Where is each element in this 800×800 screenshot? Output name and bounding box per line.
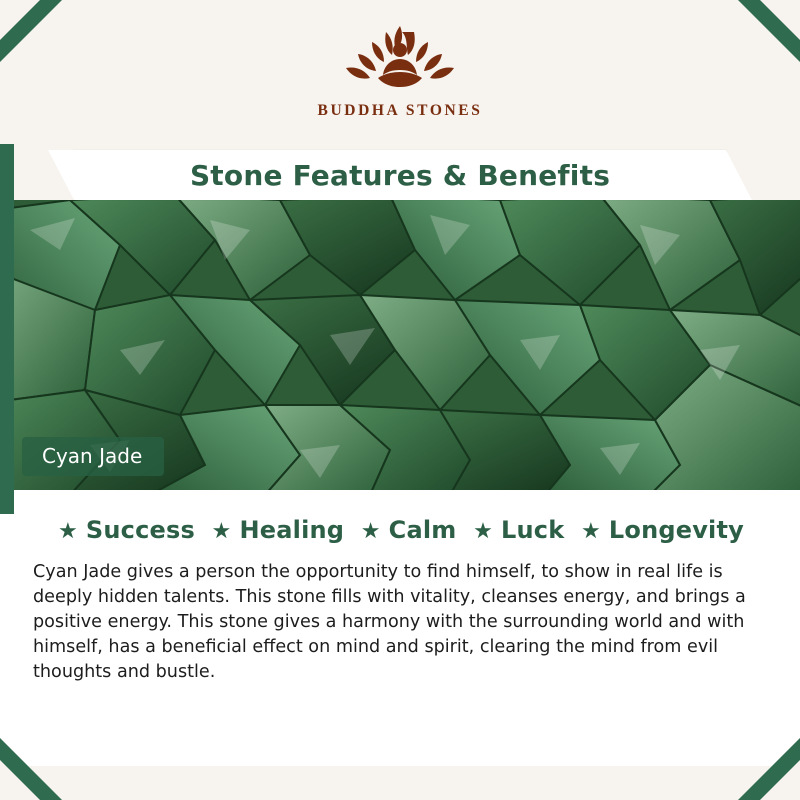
brand-header: [0, 0, 800, 144]
star-icon: ★: [57, 519, 78, 544]
corner-decoration-bottom-right-inner: [760, 760, 800, 800]
corner-decoration-bottom-left-inner: [0, 760, 40, 800]
benefit-item-longevity: Longevity: [608, 516, 745, 544]
title-banner: [74, 150, 726, 200]
brand-name: BUDDHA STONES: [317, 102, 483, 119]
description-text: Cyan Jade gives a person the opportunity to find himself, to show in real life is deeply hidden talents. This stone fills with vitality, cleanses energy, and brings a positive energy. This stone gives a harmony with the surrounding world and with himself, has a beneficial effect on mind and spirit, clearing the mind from evil thoughts and bustle.: [33, 562, 746, 682]
content-panel: [0, 490, 800, 766]
stone-name-label: Cyan Jade: [22, 437, 164, 476]
star-icon: ★: [473, 519, 494, 544]
benefit-item-luck: Luck: [501, 516, 565, 544]
benefit-item-success: Success: [85, 516, 195, 544]
benefits-list: [30, 516, 770, 544]
benefit-item-calm: Calm: [388, 516, 457, 544]
left-accent-strip: [0, 144, 14, 514]
benefit-item-healing: Healing: [239, 516, 345, 544]
star-icon: ★: [360, 519, 381, 544]
stone-photo: [0, 200, 800, 490]
buddha-lotus-icon: [334, 20, 466, 96]
star-icon: ★: [580, 519, 601, 544]
star-icon: ★: [211, 519, 232, 544]
page-title: Stone Features & Benefits: [189, 158, 611, 192]
